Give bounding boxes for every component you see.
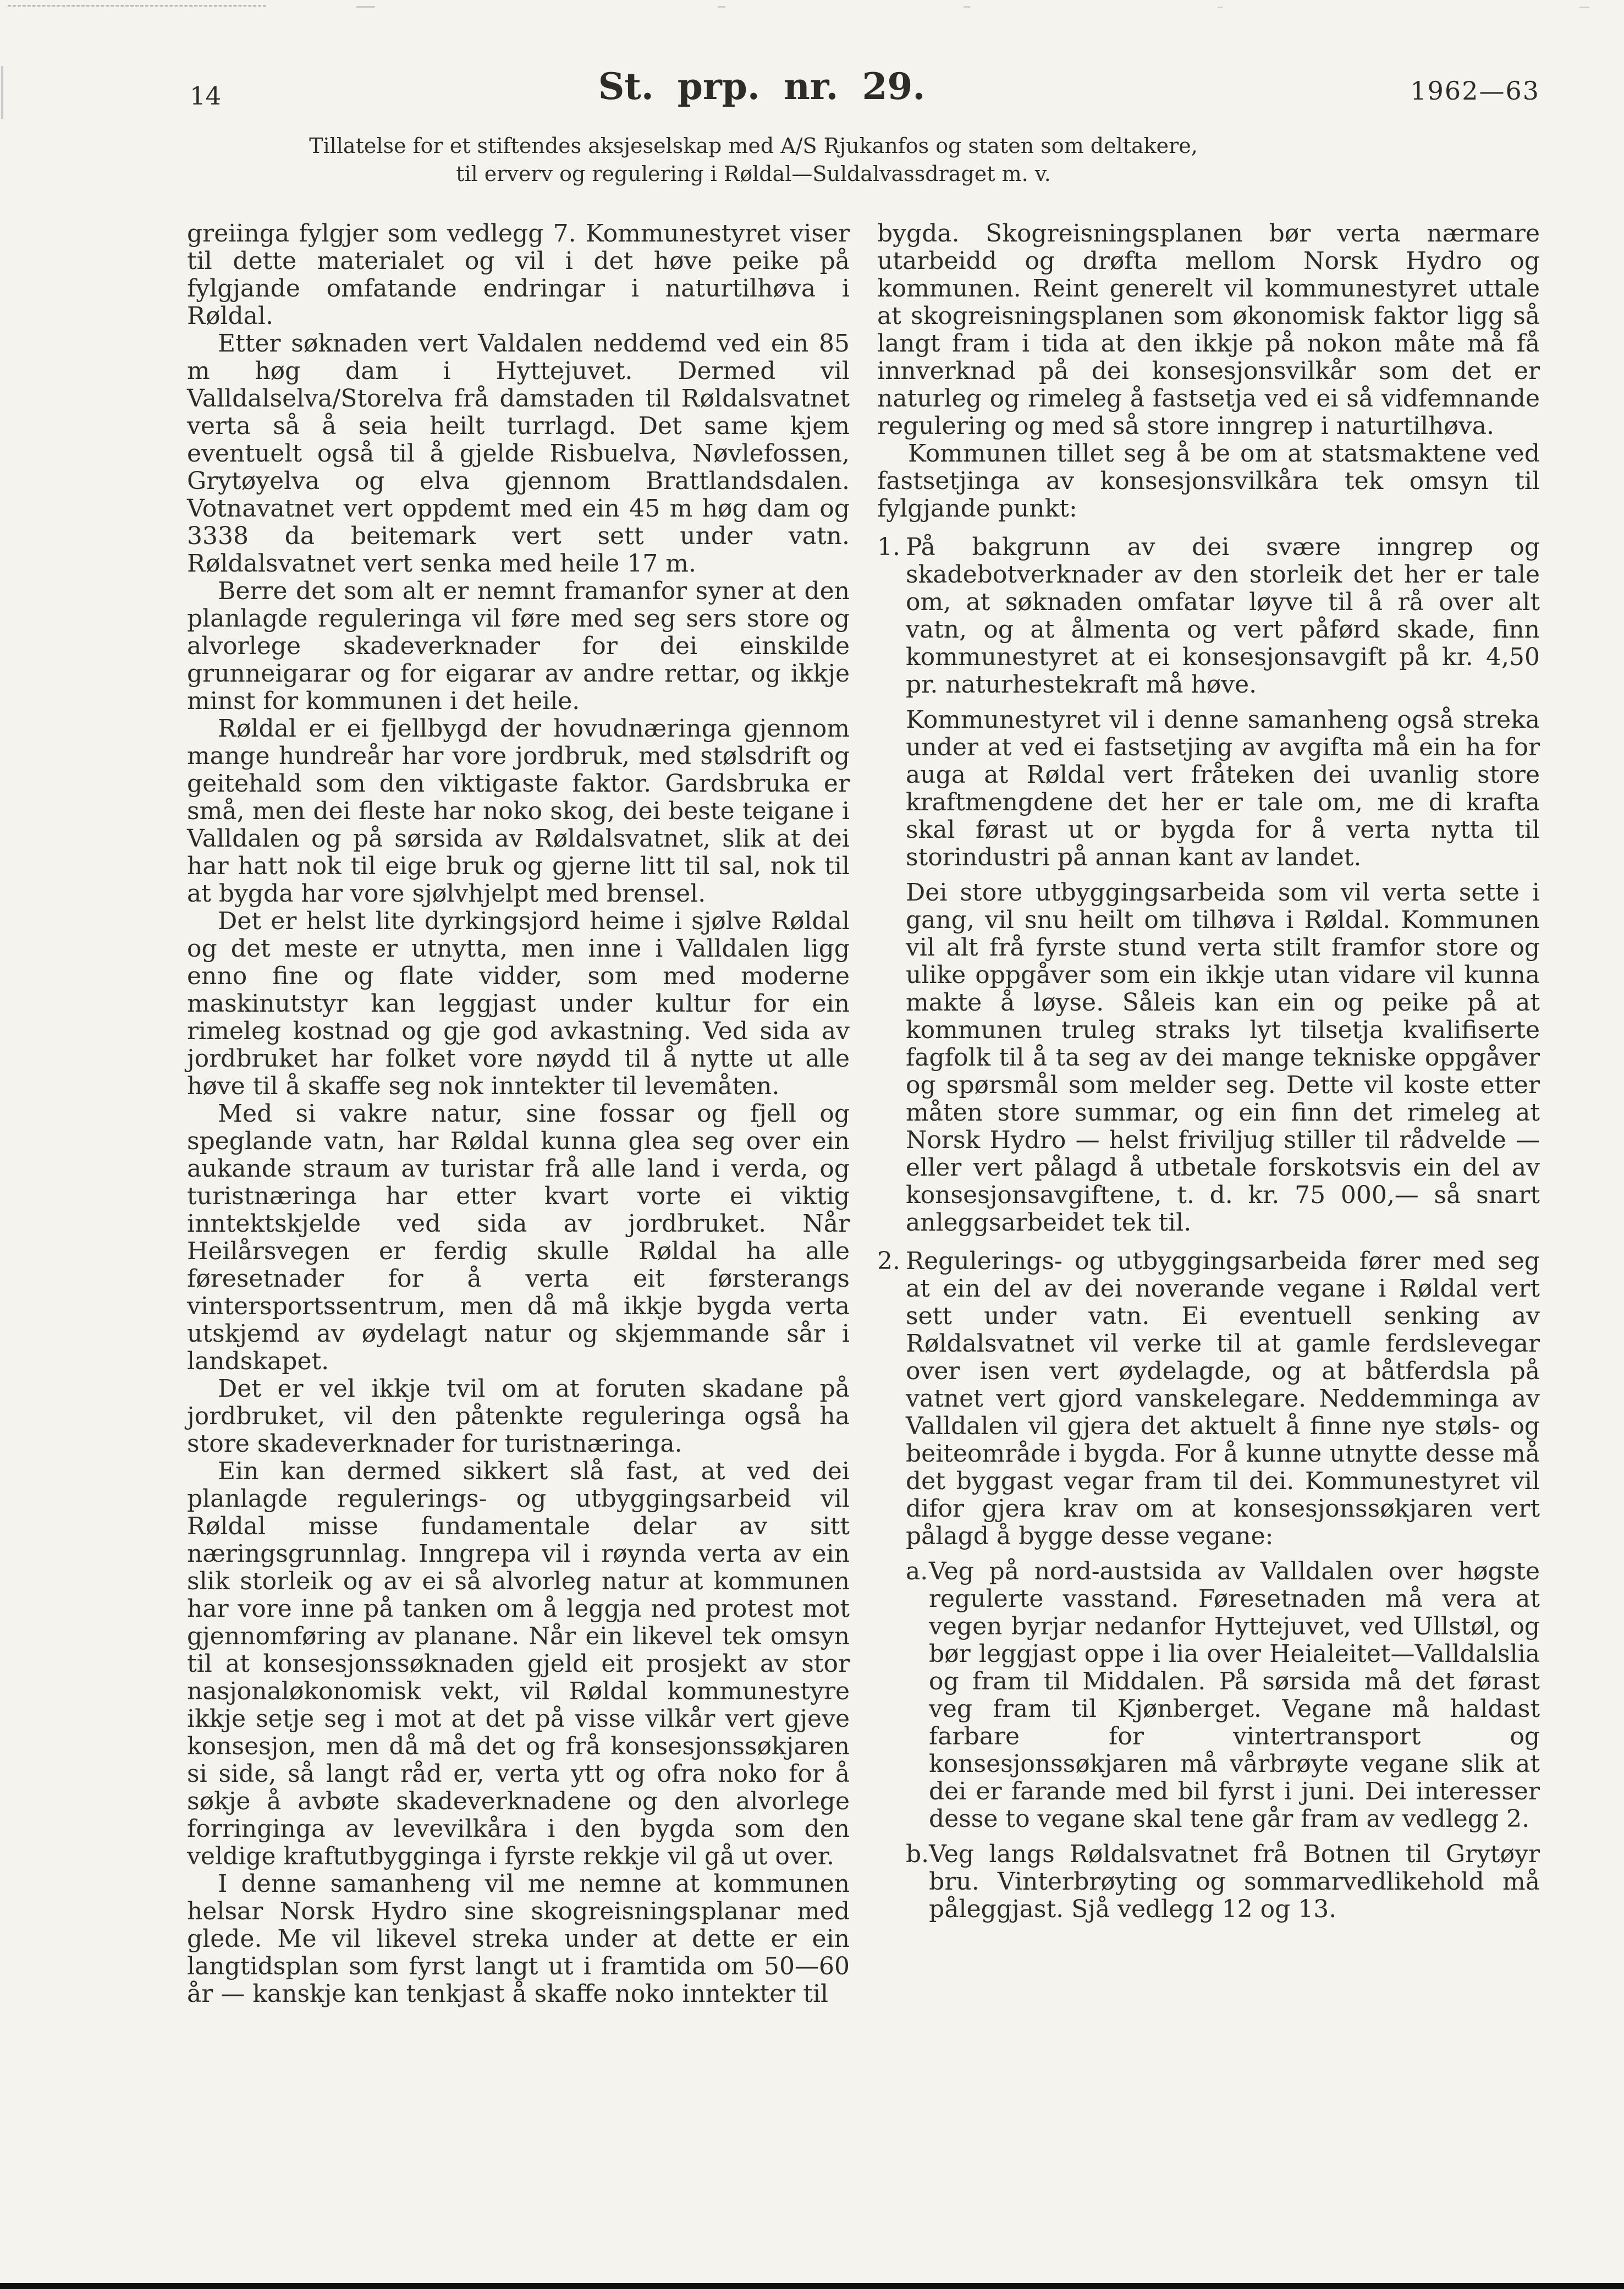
paragraph: Dei store utbyggingsarbeida som vil verta sette i gang, vil snu heilt om tilhøva i Røldal. Kommunen vil alt frå fyrste stund verta stilt framfor store og ulike oppgåver som ein ikkje utan vidare vil kunna makte å løyse. Såleis kan ein og peike på at kommunen truleg straks lyt tilsetja kvalifiserte fagfolk til å ta seg av dei mange tekniske oppgåver og spørsmål som melder seg. Dette vil koste etter måten store summar, og ein finn det rimeleg at Norsk Hydro — helst friviljug stiller til rådvelde — eller vert pålagd å utbetale forskotsvis ein del av konsesjonsavgiftene, t. d. kr. 75 000,— så snart anleggsarbeidet tek til.	[906, 879, 1540, 1237]
item-marker: 1.	[877, 533, 900, 561]
subtitle-line: til erverv og regulering i Røldal—Suldalvassdraget m. v.	[456, 162, 1051, 186]
two-column-body	[187, 220, 1540, 2008]
paragraph: Kommunestyret vil i denne samanheng også streka under at ved ei fastsetjing av avgifta må ein ha for auga at Røldal vert fråteken dei uvanlig store kraftmengdene det her er tale om, me di krafta skal førast ut or bygda for å verta nytta til storindustri på annan kant av landet.	[906, 706, 1540, 871]
page-content	[187, 0, 1540, 2008]
right-column	[877, 220, 1540, 2008]
paragraph: Kommunen tillet seg å be om at statsmaktene ved fastsetjinga av konsesjonsvilkåra tek omsyn til fylgjande punkt:	[877, 440, 1540, 523]
paragraph: Regulerings- og utbyggingsarbeida fører med seg at ein del av dei noverande vegane i Røldal vert sett under vatn. Ei eventuell senking av Røldalsvatnet vil verke til at gamle ferdslevegar over isen vert øydelagde, og at båtferdsla på vatnet vert gjord vanskelegare. Neddemminga av Valldalen vil gjera det aktuelt å finne nye støls- og beiteområde i bygda. For å kunne utnytte desse må det byggast vegar fram til dei. Kommunestyret vil difor gjera krav om at konsesjonssøkjaren vert pålagd å bygge desse vegane:	[906, 1247, 1540, 1550]
item-marker: 2.	[877, 1247, 900, 1275]
paragraph: Med si vakre natur, sine fossar og fjell og speglande vatn, har Røldal kunna glea seg over ein aukande straum av turistar frå alle land i verda, og turistnæringa har etter kvart vorte ei viktig inntektskjelde ved sida av jordbruket. Når Heilårsvegen er ferdig skulle Røldal ha alle føresetnader for å verta eit førsterangs vintersportssentrum, men då må ikkje bygda verta utskjemd av øydelagt natur og skjemmande sår i landskapet.	[187, 1100, 850, 1375]
subtitle-line: Tillatelse for et stiftendes aksjeselskap med A/S Rjukanfos og staten som deltakere,	[309, 134, 1198, 158]
document-subtitle	[77, 132, 1430, 188]
paragraph: Røldal er ei fjellbygd der hovudnæringa gjennom mange hundreår har vore jordbruk, med stølsdrift og geitehald som den viktigaste faktor. Gardsbruka er små, men dei fleste har noko skog, dei beste teigane i Valldalen og på sørsida av Røldalsvatnet, slik at dei har hatt nok til eige bruk og gjerne litt til sal, nok til at bygda har vore sjølvhjelpt med brensel.	[187, 715, 850, 908]
paragraph: Berre det som alt er nemnt framanfor syner at den planlagde reguleringa vil føre med seg sers store og alvorlege skadeverknader for dei einskilde grunneigarar og for eigarar av andre rettar, og ikkje minst for kommunen i det heile.	[187, 577, 850, 715]
item-marker: b.	[906, 1840, 929, 1868]
paragraph: bygda. Skogreisningsplanen bør verta nærmare utarbeidd og drøfta mellom Norsk Hydro og kommunen. Reint generelt vil kommunestyret uttale at skogreisningsplanen som økonomisk faktor ligg så langt fram i tida at den ikkje på nokon måte må få innverknad på dei konsesjonsvilkår som det er naturleg og rimeleg å fastsetja ved ei så vidfemnande regulering og med så store inngrep i naturtilhøva.	[877, 219, 1540, 440]
paragraph: Ein kan dermed sikkert slå fast, at ved dei planlagde regulerings- og utbyggingsarbeid vil Røldal misse fundamentale delar av sitt næringsgrunnlag. Inngrepa vil i røynda verta av ein slik storleik og av ei så alvorleg natur at kommunen har vore inne på tanken om å leggja ned protest mot gjennomføring av planane. Når ein likevel tek omsyn til at konsesjonssøknaden gjeld eit prosjekt av stor nasjonaløkonomisk vekt, vil Røldal kommunestyre ikkje setje seg i mot at det på visse vilkår vert gjeve konsesjon, men då må det og frå konsesjonssøkjaren si side, så langt råd er, verta ytt og ofra noko for å søkje å avbøte skadeverknadene og den alvorlege forringinga av levevilkåra i den bygda som den veldige kraftutbygginga i fyrste rekkje vil gå ut over.	[187, 1457, 850, 1870]
scan-speck	[1, 66, 3, 119]
item-body	[906, 534, 1540, 1237]
item-marker: a.	[906, 1557, 928, 1585]
scan-dash-mark	[1579, 7, 1589, 8]
page-number: 14	[190, 81, 222, 111]
lettered-item-b	[906, 1841, 1540, 1923]
paragraph: Veg langs Røldalsvatnet frå Botnen til Grytøyr bru. Vinterbrøyting og sommarvedlikehold må påleggjast. Sjå vedlegg 12 og 13.	[929, 1840, 1540, 1923]
paragraph: Etter søknaden vert Valdalen neddemd ved ein 85 m høg dam i Hyttejuvet. Dermed vil Valldalselva/Storelva frå damstaden til Røldalsvatnet verta så å seia heilt turrlagd. Det same kjem eventuelt også til å gjelde Risbuelva, Nøvlefossen, Grytøyelva og elva gjennom Brattlandsdalen. Votnavatnet vert oppdemt med ein 45 m høg dam og 3338 da beitemark vert sett under vatn. Røldalsvatnet vert senka med heile 17 m.	[187, 330, 850, 578]
numbered-item-1	[877, 534, 1540, 1237]
session-years: 1962—63	[1410, 76, 1540, 106]
item-body	[906, 1248, 1540, 1923]
paragraph: I denne samanheng vil me nemne at kommunen helsar Norsk Hydro sine skogreisningsplanar med glede. Me vil likevel streka under at dette er ein langtidsplan som fyrst langt ut i framtida om 50—60 år — kanskje kan tenkjast å skaffe noko inntekter til	[187, 1870, 850, 2008]
paragraph: Det er vel ikkje tvil om at foruten skadane på jordbruket, vil den påtenkte reguleringa også ha store skadeverknader for turistnæringa.	[187, 1375, 850, 1458]
paragraph: Veg på nord-austsida av Valldalen over høgste regulerte vasstand. Føresetnaden må vera at vegen byrjar nedanfor Hyttejuvet, ved Ullstøl, og bør leggjast oppe i lia over Heialeitet—Valldalslia og fram til Middalen. På sørsida må det førast veg fram til Kjønberget. Vegane må haldast farbare for vintertransport og konsesjonssøkjaren må vårbrøyte vegane slik at dei er farande med bil fyrst i juni. Dei interesser desse to vegane skal tene går fram av vedlegg 2.	[929, 1557, 1540, 1833]
paragraph: På bakgrunn av dei svære inngrep og skadebotverknader av den storleik det her er tale om, at søknaden omfatar løyve til å rå over alt vatn, og at ålmenta og vert påførd skade, finn kommunestyret at ei konsesjonsavgift på kr. 4,50 pr. naturhestekraft må høve.	[906, 533, 1540, 699]
paragraph: Det er helst lite dyrkingsjord heime i sjølve Røldal og det meste er utnytta, men inne i Valldalen ligg enno fine og flate vidder, som med moderne maskinutstyr kan leggjast under kultur for ein rimeleg kostnad og gje god avkastning. Ved sida av jordbruket har folket vore nøydd til å nytte ut alle høve til å skaffe seg nok inntekter til levemåten.	[187, 907, 850, 1100]
left-column	[187, 220, 850, 2008]
lettered-item-a	[906, 1558, 1540, 1833]
scan-edge-bar	[0, 2283, 1624, 2289]
page-header	[187, 65, 1540, 127]
document-title: St. prp. nr. 29.	[598, 65, 926, 108]
numbered-item-2	[877, 1248, 1540, 1923]
paragraph: greiinga fylgjer som vedlegg 7. Kommunestyret viser til dette materialet og vil i det høve peike på fylgjande omfatande endringar i naturtilhøva i Røldal.	[187, 219, 850, 330]
